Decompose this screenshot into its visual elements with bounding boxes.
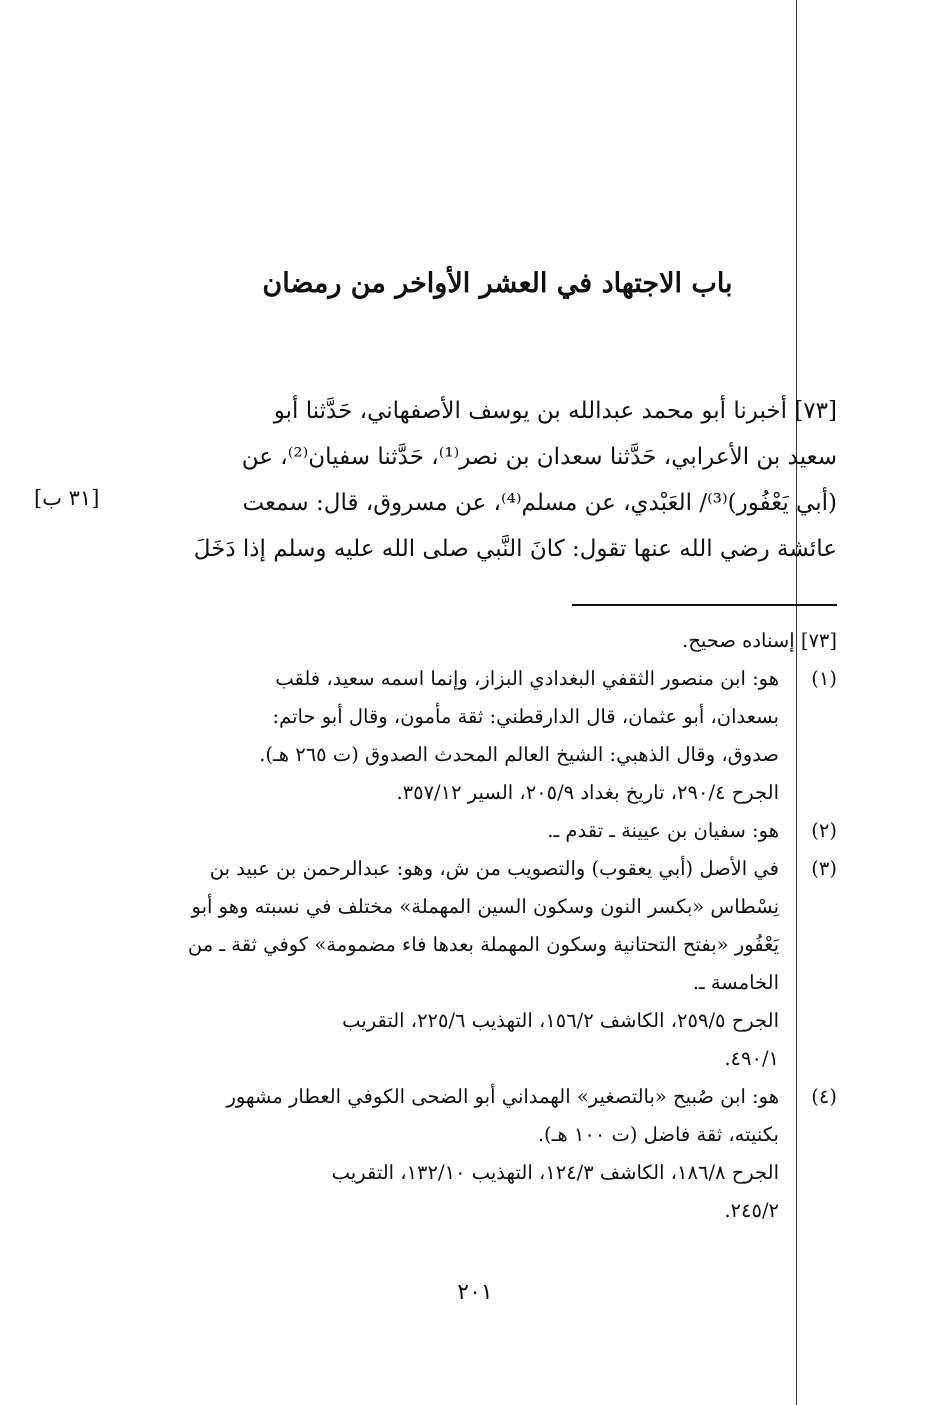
footnotes (140, 622, 837, 1230)
isnad-note: [٧٣] إسناده صحيح. (682, 629, 837, 652)
footnote-separator (572, 604, 837, 606)
footnote-line: هو: سفيان بن عيينة ـ تقدم ـ. (547, 819, 779, 842)
manuscript-folio-note: [٣١ ب] (34, 486, 100, 510)
hadith-line: عائشة رضي الله عنها تقول: كانَ النَّبي صلى الله عليه وسلم إذا دَخَلَ (193, 536, 837, 562)
footnote-line: ٤٩٠/١. (724, 1047, 779, 1070)
footnote-item (140, 1078, 837, 1230)
hadith-line: [٧٣] أخبرنا أبو محمد عبدالله بن يوسف الأصفهاني، حَدَّثنا أبو (273, 398, 837, 424)
footnote-line: نِسْطاس «بكسر النون وسكون السين المهملة» مختلف في نسبته وهو أبو (191, 895, 779, 918)
footnote-line: الجرح ٢٩٠/٤، تاريخ بغداد ٢٠٥/٩، السير ٣٥٧/١٢. (396, 781, 779, 804)
footnote-line: ٢٤٥/٢. (724, 1199, 779, 1222)
hadith-line: سعيد بن الأعرابي، حَدَّثنا سعدان بن نصر⁽¹⁾، حَدَّثنا سفيان⁽²⁾، عن (241, 444, 837, 470)
footnote-item (140, 812, 837, 850)
page-number: ٢٠١ (457, 1280, 493, 1305)
hadith-text (140, 388, 837, 572)
footnote-line: الخامسة ـ. (692, 971, 779, 994)
footnote-number: (٣) (811, 857, 837, 880)
footnote-line: صدوق، وقال الذهبي: الشيخ العالم المحدث الصدوق (ت ٢٦٥ هـ). (259, 743, 779, 766)
footnote-line: هو: ابن صُبيح «بالتصغير» الهمداني أبو الضحى الكوفي العطار مشهور (226, 1085, 779, 1108)
footnote-line: الجرح ١٨٦/٨، الكاشف ١٢٤/٣، التهذيب ١٣٢/١٠، التقريب (331, 1161, 779, 1184)
footnote-item (140, 850, 837, 1078)
footnote-number: (٢) (811, 819, 837, 842)
footnote-item (140, 660, 837, 812)
footnote-line: بكنيته، ثقة فاضل (ت ١٠٠ هـ). (537, 1123, 779, 1146)
footnote-line: في الأصل (أبي يعقوب) والتصويب من ش، وهو: عبدالرحمن بن عبيد بن (209, 857, 779, 880)
footnote-number: (٤) (811, 1085, 837, 1108)
footnote-number: (١) (811, 667, 837, 690)
hadith-line: (أبي يَعْفُور)⁽³⁾/ العَبْدي، عن مسلم⁽⁴⁾، عن مسروق، قال: سمعت (242, 490, 837, 516)
footnote-line: بسعدان، أبو عثمان، قال الدارقطني: ثقة مأمون، وقال أبو حاتم: (272, 705, 779, 728)
chapter-title: باب الاجتهاد في العشر الأواخر من رمضان (262, 268, 733, 299)
footnote-line: الجرح ٢٥٩/٥، الكاشف ١٥٦/٢، التهذيب ٢٢٥/٦، التقريب (342, 1009, 779, 1032)
footnote-line: يَعْفُور «بفتح التحتانية وسكون المهملة بعدها فاء مضمومة» كوفي ثقة ـ من (187, 933, 779, 956)
footnote-line: هو: ابن منصور الثقفي البغدادي البزاز، وإنما اسمه سعيد، فلقب (275, 667, 779, 690)
